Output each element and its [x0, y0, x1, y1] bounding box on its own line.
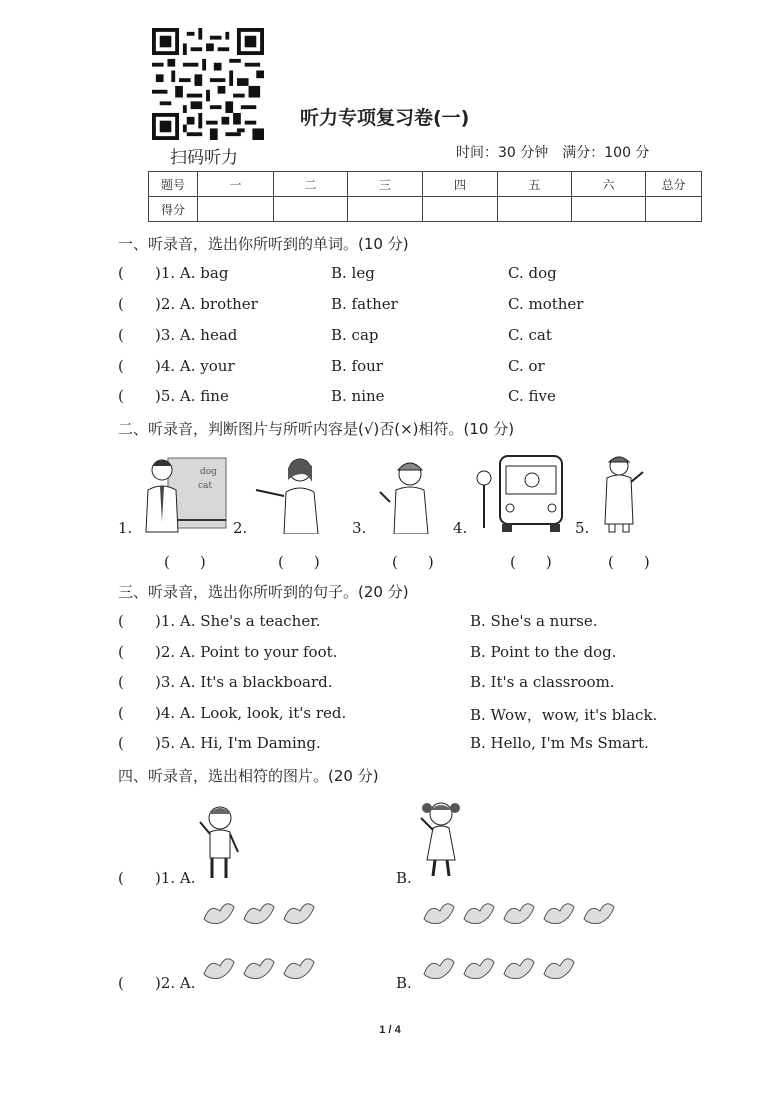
page-number: 1 / 4	[379, 1024, 401, 1036]
boy-waving-image	[196, 802, 242, 884]
table-cell: 一	[198, 172, 274, 197]
answer-paren[interactable]: (	[118, 673, 124, 691]
section2-title: 二、听录音，判断图片与所听内容是(√)否(×)相符。(10 分)	[118, 420, 515, 438]
table-cell: 题号	[149, 172, 198, 197]
answer-paren[interactable]: ( )	[164, 553, 206, 571]
table-cell: 得分	[149, 197, 198, 222]
question-option-b: B. leg	[331, 264, 375, 282]
question-option-b: B. four	[331, 357, 383, 375]
sentence-option-a: )5. A. Hi, I'm Daming.	[155, 734, 321, 752]
board-word: dog	[200, 467, 217, 477]
question-option-a: )4. A. your	[155, 357, 235, 375]
sentence-option-b: B. Hello, I'm Ms Smart.	[470, 734, 649, 752]
picture-label: 5.	[575, 519, 590, 537]
doves-group-b1	[420, 897, 620, 933]
doves-group-b2	[420, 952, 580, 988]
answer-paren[interactable]: (	[118, 264, 124, 282]
score-table	[148, 171, 702, 222]
picture-option-b-label: B.	[396, 974, 412, 992]
score-table-header-row	[149, 172, 702, 197]
answer-paren[interactable]: ( )	[392, 553, 434, 571]
question-option-b: B. father	[331, 295, 398, 313]
table-cell: 总分	[646, 172, 702, 197]
answer-paren[interactable]: (	[118, 295, 124, 313]
table-cell: 三	[348, 172, 423, 197]
answer-paren[interactable]: (	[118, 612, 124, 630]
sentence-option-b: B. It's a classroom.	[470, 673, 615, 691]
teacher-blackboard-image	[138, 452, 230, 534]
score-cell[interactable]	[423, 197, 498, 222]
girl-waving-image	[415, 796, 465, 882]
sentence-option-a: )3. A. It's a blackboard.	[155, 673, 333, 691]
answer-paren[interactable]: ( )	[608, 553, 650, 571]
score-cell[interactable]	[646, 197, 702, 222]
answer-paren[interactable]: (	[118, 357, 124, 375]
qr-code-image	[152, 28, 264, 140]
answer-paren[interactable]: (	[118, 974, 124, 992]
sentence-option-a: )1. A. She's a teacher.	[155, 612, 321, 630]
section1-title: 一、听录音，选出你所听到的单词。(10 分)	[118, 235, 409, 253]
page-title: 听力专项复习卷(一)	[300, 107, 470, 129]
question-option-a: )5. A. fine	[155, 387, 229, 405]
question-option-a: )1. A. bag	[155, 264, 229, 282]
question-option-c: C. or	[508, 357, 545, 375]
picture-label: 2.	[233, 519, 248, 537]
sentence-option-a: )2. A. Point to your foot.	[155, 643, 338, 661]
sentence-option-a: )4. A. Look, look, it's red.	[155, 704, 347, 722]
score-cell[interactable]	[498, 197, 572, 222]
question-option-a: )3. A. head	[155, 326, 238, 344]
answer-paren[interactable]: (	[118, 704, 124, 722]
sentence-option-b: B. Wow，wow, it's black.	[470, 706, 658, 724]
answer-paren[interactable]: ( )	[510, 553, 552, 571]
table-cell: 四	[423, 172, 498, 197]
answer-paren[interactable]: ( )	[278, 553, 320, 571]
doves-group-a2	[200, 952, 320, 988]
table-cell: 六	[572, 172, 646, 197]
answer-paren[interactable]: (	[118, 643, 124, 661]
question-option-a: )2. A. brother	[155, 295, 258, 313]
score-table-score-row	[149, 197, 702, 222]
question-option-c: C. mother	[508, 295, 584, 313]
sentence-option-b: B. She's a nurse.	[470, 612, 598, 630]
score-cell[interactable]	[572, 197, 646, 222]
pointing-girl-image	[248, 452, 328, 534]
picture-label: 1.	[118, 519, 133, 537]
answer-paren[interactable]: (	[118, 869, 124, 887]
question-option-b: B. cap	[331, 326, 379, 344]
picture-option-b-label: B.	[396, 869, 412, 887]
score-cell[interactable]	[274, 197, 348, 222]
score-cell[interactable]	[348, 197, 423, 222]
worker-image	[372, 452, 442, 534]
table-cell: 二	[274, 172, 348, 197]
question-option-c: C. cat	[508, 326, 552, 344]
table-cell: 五	[498, 172, 572, 197]
picture-option-a-label: )2. A.	[155, 974, 196, 992]
picture-label: 4.	[453, 519, 468, 537]
question-option-c: C. five	[508, 387, 556, 405]
answer-paren[interactable]: (	[118, 326, 124, 344]
qr-caption: 扫码听力	[170, 148, 238, 168]
section4-title: 四、听录音，选出相符的图片。(20 分)	[118, 767, 379, 785]
question-option-b: B. nine	[331, 387, 385, 405]
question-option-c: C. dog	[508, 264, 557, 282]
bus-image	[472, 452, 567, 534]
board-word: cat	[198, 481, 213, 491]
answer-paren[interactable]: (	[118, 387, 124, 405]
time-info: 时间：30 分钟 满分：100 分	[456, 145, 650, 161]
answer-paren[interactable]: (	[118, 734, 124, 752]
score-cell[interactable]	[198, 197, 274, 222]
picture-label: 3.	[352, 519, 367, 537]
picture-option-a-label: )1. A.	[155, 869, 196, 887]
section3-title: 三、听录音，选出你所听到的句子。(20 分)	[118, 583, 409, 601]
sentence-option-b: B. Point to the dog.	[470, 643, 617, 661]
nurse-image	[595, 452, 650, 534]
doves-group-a1	[200, 897, 320, 933]
